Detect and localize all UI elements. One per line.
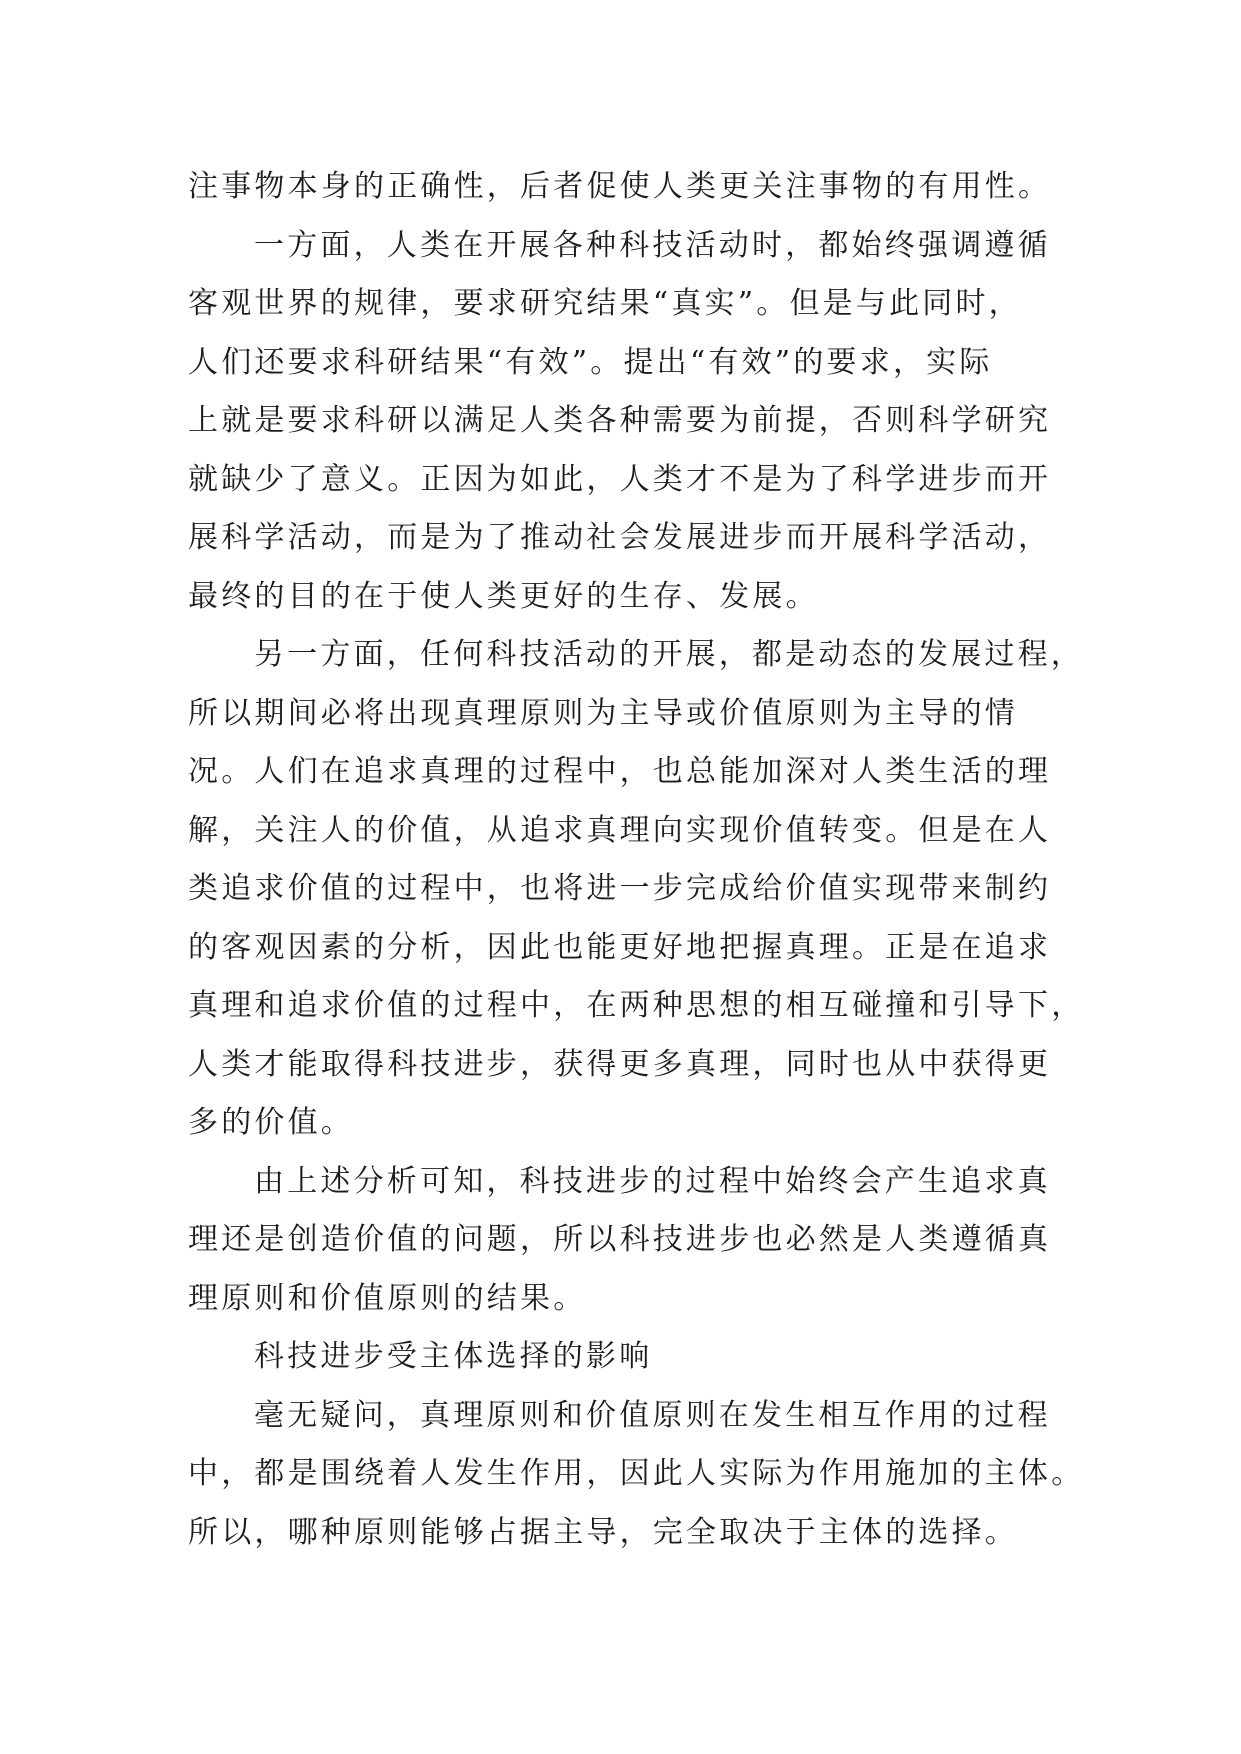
text-line: 理还是创造价值的问题，所以科技进步也必然是人类遵循真 — [188, 1222, 1052, 1257]
text-line: 一方面，人类在开展各种科技活动时，都始终强调遵循 — [254, 227, 1051, 263]
text-line: 所以，哪种原则能够占据主导，完全取决于主体的选择。 — [188, 1514, 1018, 1550]
text-line: 注事物本身的正确性，后者促使人类更关注事物的有用性。 — [188, 169, 1052, 204]
section-heading: 科技进步受主体选择的影响 — [254, 1339, 653, 1374]
text-line: 就缺少了意义。正因为如此，人类才不是为了科学进步而开 — [188, 461, 1052, 497]
text-line: 上就是要求科研以满足人类各种需要为前提，否则科学研究 — [188, 403, 1052, 438]
text-line: 中，都是围绕着人发生作用，因此人实际为作用施加的主体。 — [188, 1456, 1085, 1491]
text-line: 客观世界的规律，要求研究结果“真实”。但是与此同时， — [188, 286, 1022, 321]
document-body — [188, 158, 1085, 1562]
text-line: 由上述分析可知，科技进步的过程中始终会产生追求真 — [254, 1163, 1051, 1199]
text-line: 的客观因素的分析，因此也能更好地把握真理。正是在追求 — [188, 929, 1052, 965]
text-line: 解，关注人的价值，从追求真理向实现价值转变。但是在人 — [188, 812, 1052, 848]
text-line: 毫无疑问，真理原则和价值原则在发生相互作用的过程 — [254, 1397, 1051, 1433]
text-line: 理原则和价值原则的结果。 — [188, 1280, 587, 1316]
text-line: 多的价值。 — [188, 1105, 354, 1140]
text-line: 展科学活动，而是为了推动社会发展进步而开展科学活动， — [188, 520, 1052, 555]
text-line: 人们还要求科研结果“有效”。提出“有效”的要求，实际 — [188, 344, 993, 380]
text-line: 所以期间必将出现真理原则为主导或价值原则为主导的情 — [188, 695, 1018, 731]
text-line: 类追求价值的过程中，也将进一步完成给价值实现带来制约 — [188, 871, 1052, 906]
text-line: 最终的目的在于使人类更好的生存、发展。 — [188, 578, 819, 614]
text-line: 况。人们在追求真理的过程中，也总能加深对人类生活的理 — [188, 754, 1052, 789]
text-line: 另一方面，任何科技活动的开展，都是动态的发展过程， — [254, 637, 1084, 672]
text-line: 真理和追求价值的过程中，在两种思想的相互碰撞和引导下， — [188, 988, 1085, 1023]
text-line: 人类才能取得科技进步，获得更多真理，同时也从中获得更 — [188, 1046, 1052, 1082]
